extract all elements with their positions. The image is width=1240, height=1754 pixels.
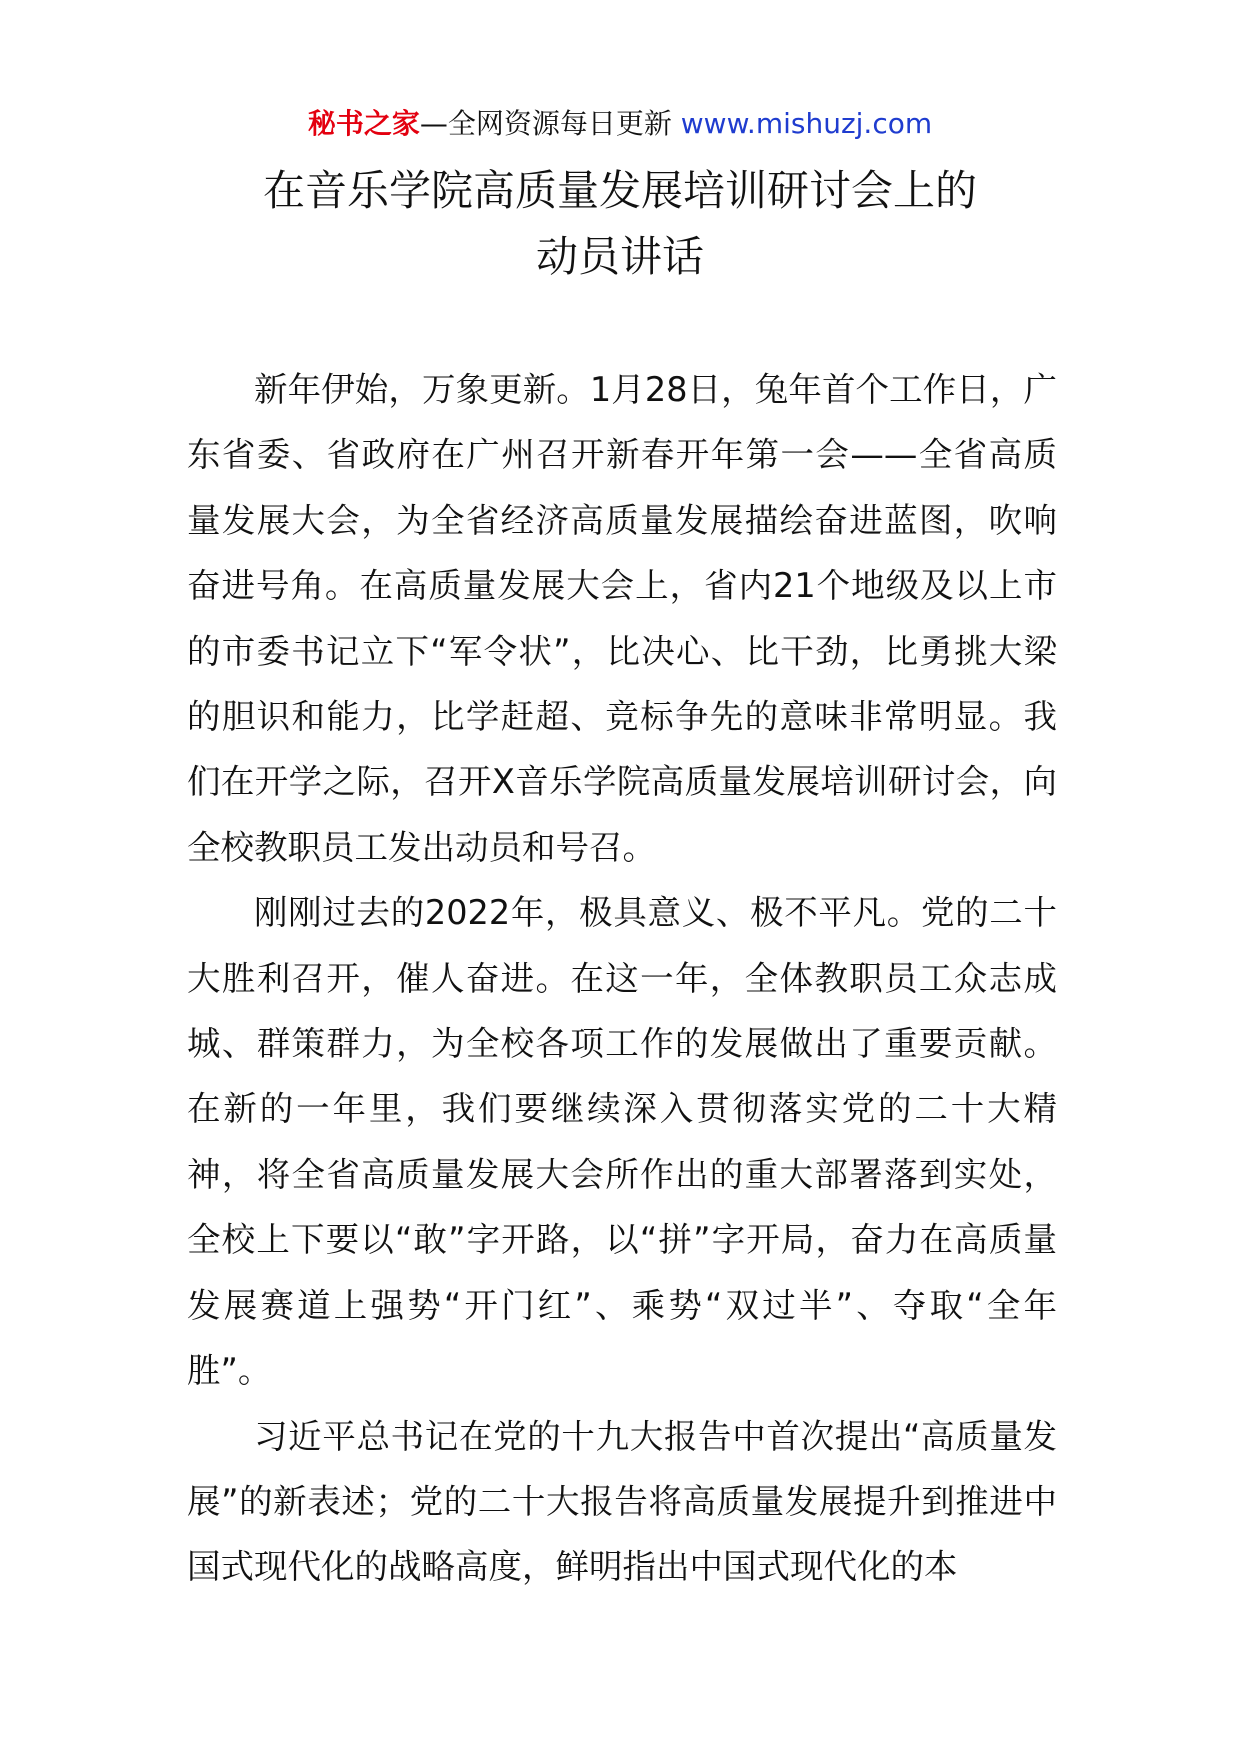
header-tagline: —全网资源每日更新 [419,107,681,140]
page-header [0,104,1240,144]
website-link[interactable]: www.mishuzj.com [680,107,933,140]
document-title [0,158,1240,290]
paragraph-2: 刚刚过去的2022年，极具意义、极不平凡。党的二十大胜利召开，催人奋进。在这一年，全体教职员工众志成城、群策群力，为全校各项工作的发展做出了重要贡献。在新的一年里，我们要继续深入贯彻落实党的二十大精神，将全省高质量发展大会所作出的重大部署落到实处，全校上下要以“敢”字开路，以“拼”字开局，奋力在高质量发展赛道上强势“开门红”、乘势“双过半”、夺取“全年胜”。 [187,893,1057,1391]
title-line-1: 在音乐学院高质量发展培训研讨会上的 [262,166,977,215]
title-line-2: 动员讲话 [535,232,704,281]
paragraph-3: 习近平总书记在党的十九大报告中首次提出“高质量发展”的新表述；党的二十大报告将高质量发展提升到推进中国式现代化的战略高度，鲜明指出中国式现代化的本 [187,1416,1057,1587]
paragraph-1: 新年伊始，万象更新。1月28日，兔年首个工作日，广东省委、省政府在广州召开新春开年第一会——全省高质量发展大会，为全省经济高质量发展描绘奋进蓝图，吹响奋进号角。在高质量发展大会上，省内21个地级及以上市的市委书记立下“军令状”，比决心、比干劲，比勇挑大梁的胆识和能力，比学赶超、竞标争先的意味非常明显。我们在开学之际，召开X音乐学院高质量发展培训研讨会，向全校教职员工发出动员和号召。 [187,370,1057,867]
document-body [187,357,1057,1600]
brand-name: 秘书之家 [307,107,420,140]
